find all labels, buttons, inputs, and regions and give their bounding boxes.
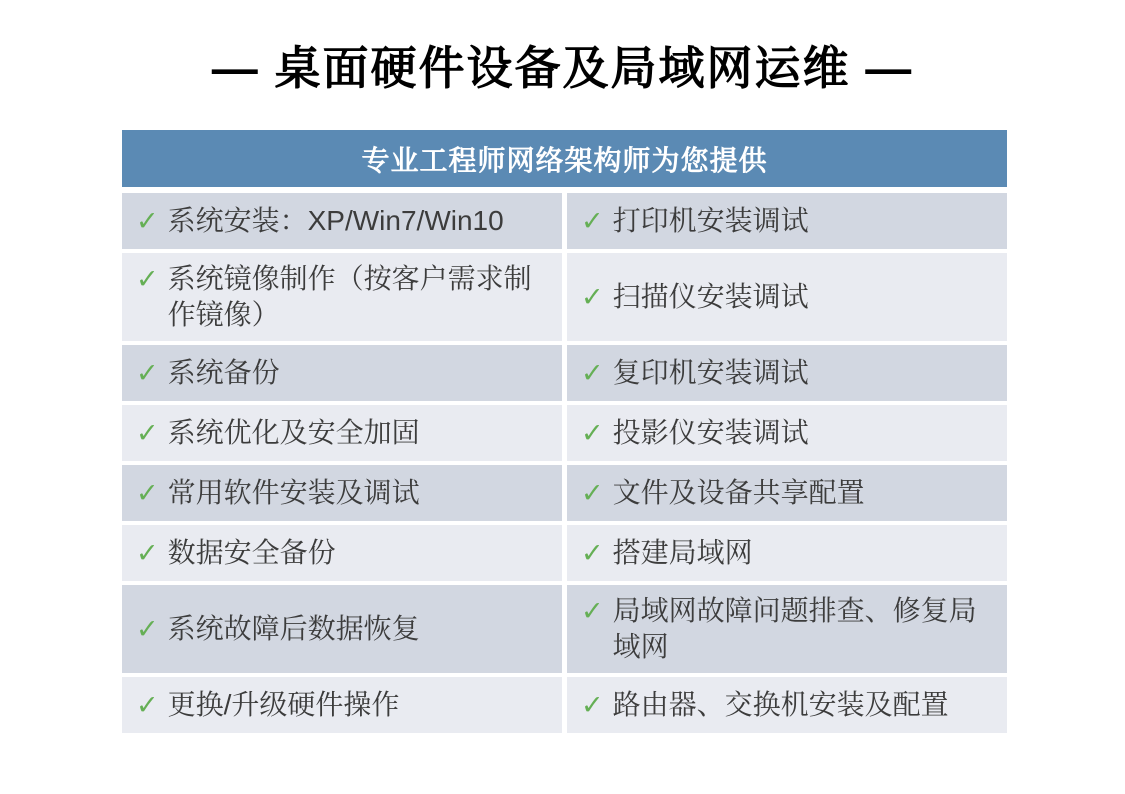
- service-item-label: 复印机安装调试: [612, 357, 809, 388]
- service-item-label: 系统镜像制作（按客户需求制作镜像）: [167, 263, 532, 330]
- service-cell-right: [567, 525, 1007, 581]
- check-icon: ✓: [581, 358, 604, 388]
- check-icon: ✓: [136, 478, 159, 508]
- service-row: [122, 677, 1007, 733]
- service-cell-right: [567, 405, 1007, 461]
- service-item-label: 数据安全备份: [167, 537, 336, 568]
- service-item-label: 局域网故障问题排查、修复局域网: [612, 595, 977, 662]
- service-item-label: 路由器、交换机安装及配置: [612, 689, 949, 720]
- service-row: [122, 525, 1007, 581]
- service-item-label: 扫描仪安装调试: [612, 281, 809, 312]
- check-icon: ✓: [136, 418, 159, 448]
- check-icon: ✓: [136, 614, 159, 644]
- check-icon: ✓: [136, 538, 159, 568]
- check-icon: ✓: [581, 538, 604, 568]
- service-row: [122, 585, 1007, 673]
- check-icon: ✓: [136, 264, 159, 294]
- service-item-label: 投影仪安装调试: [612, 417, 809, 448]
- service-row: [122, 253, 1007, 341]
- service-cell-left: [122, 677, 562, 733]
- service-cell-right: [567, 465, 1007, 521]
- service-cell-left: [122, 585, 562, 673]
- service-item-label: 系统故障后数据恢复: [167, 613, 420, 644]
- service-row: [122, 345, 1007, 401]
- check-icon: ✓: [581, 206, 604, 236]
- check-icon: ✓: [581, 690, 604, 720]
- page-title: — 桌面硬件设备及局域网运维 —: [211, 42, 914, 94]
- service-cell-left: [122, 253, 562, 341]
- service-cell-right: [567, 677, 1007, 733]
- check-icon: ✓: [136, 690, 159, 720]
- service-item-label: 打印机安装调试: [612, 205, 809, 236]
- check-icon: ✓: [581, 478, 604, 508]
- check-icon: ✓: [136, 206, 159, 236]
- service-item-label: 系统安装：XP/Win7/Win10: [167, 205, 504, 236]
- check-icon: ✓: [581, 418, 604, 448]
- service-cell-right: [567, 345, 1007, 401]
- table-header: 专业工程师网络架构师为您提供: [122, 130, 1007, 187]
- service-item-label: 搭建局域网: [612, 537, 753, 568]
- service-item-label: 更换/升级硬件操作: [167, 689, 400, 720]
- service-cell-left: [122, 465, 562, 521]
- service-row: [122, 193, 1007, 249]
- check-icon: ✓: [581, 282, 604, 312]
- service-cell-left: [122, 405, 562, 461]
- check-icon: ✓: [136, 358, 159, 388]
- service-item-label: 常用软件安装及调试: [167, 477, 420, 508]
- service-row: [122, 465, 1007, 521]
- service-cell-left: [122, 193, 562, 249]
- service-row: [122, 405, 1007, 461]
- service-cell-right: [567, 253, 1007, 341]
- check-icon: ✓: [581, 596, 604, 626]
- service-item-label: 文件及设备共享配置: [612, 477, 865, 508]
- service-cell-left: [122, 525, 562, 581]
- service-cell-left: [122, 345, 562, 401]
- service-cell-right: [567, 193, 1007, 249]
- service-item-label: 系统优化及安全加固: [167, 417, 420, 448]
- services-table: [122, 130, 1007, 737]
- service-item-label: 系统备份: [167, 357, 280, 388]
- service-cell-right: [567, 585, 1007, 673]
